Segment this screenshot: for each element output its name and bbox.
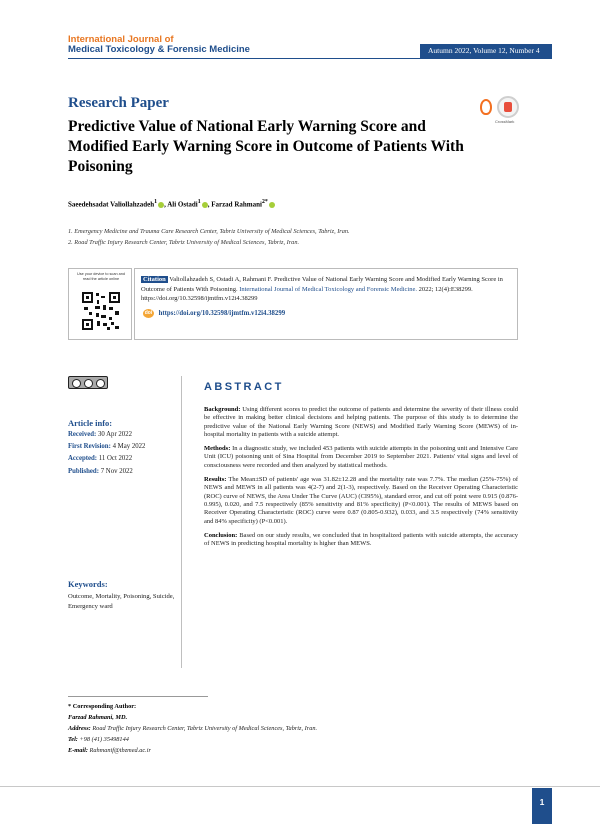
abstract-conclusion [204,532,518,549]
abstract-body [204,406,518,554]
orcid-icon[interactable] [269,202,275,208]
crossmark-label: CrossMark [495,119,515,124]
accepted-row [68,455,132,462]
corresponding-name [68,714,127,721]
creative-commons-license-icon[interactable] [68,376,108,389]
citation-label: Citation [143,276,166,283]
orcid-icon[interactable] [158,202,164,208]
author-list: Saeedehsadat Valiollahzadeh$^1$ , Ali Ostadi$^1$ , Farzad Rahmani$^{2*}$ [68,199,275,208]
email-label: E-mail: [68,747,88,754]
doi-icon: doi [144,309,153,316]
corresponding-heading-text: * Corresponding Author: [68,703,137,710]
doi-link[interactable]: https://doi.org/10.32598/ijmtfm.v12i4.38299 [158,309,286,317]
keywords-heading: Keywords: [68,579,108,589]
methods-label: Methods: [204,445,231,453]
page-number: 1 [532,788,552,824]
abstract-heading: ABSTRACT [204,381,284,393]
header-divider [68,58,552,59]
footnote-divider [68,696,208,697]
citation-details: 2022; 12(4):E38299. https://doi.org/10.32598/ijmtfm.v12i4.38299 [141,285,473,302]
journal-name-line1: International Journal of [68,34,174,45]
open-access-icon [480,99,492,115]
address-text: Road Traffic Injury Research Center, Tabriz University of Medical Sciences, Tabriz, Iran. [92,725,318,732]
journal-name-line2: Medical Toxicology & Forensic Medicine [68,44,250,55]
received-date: 30 Apr 2022 [98,431,132,438]
author-name[interactable]: Ali Ostadi [167,200,198,209]
published-label: Published: [68,468,99,475]
column-divider [181,376,182,668]
abstract-background [204,406,518,439]
orcid-icon[interactable] [202,202,208,208]
conclusion-text: Based on our study results, we concluded that in hospitalized patients with suicide attempts, the accuracy of NEWS in predicting hospital mortality is higher than MEWS. [204,531,518,548]
published-row [68,468,133,475]
qr-code-icon[interactable] [81,291,121,331]
citation-text: Valiollahzadeh S, Ostadi A, Rahmani F. Predictive Value of National Early Warning Score and Modified Early Warning Score in Outcome of Patients With Poisoning. [141,276,503,293]
citation-box [134,268,518,340]
methods-text: In a diagnostic study, we included 453 patients with suicide attempts in the poisoning unit and Intensive Care Unit (ICU) poisoning unit of Sina Hospital from December 2019 to September 2021. Patients' vital signs and level of consciousness were recorded and then analyzed by statistical methods. [204,445,518,469]
tel-text: +98 (41) 35498144 [79,736,129,743]
tel-label: Tel: [68,736,78,743]
results-label: Results: [204,476,227,484]
affiliation-1: 1. Emergency Medicine and Trauma Care Research Center, Tabriz University of Medical Sciences, Tabriz, Iran. [68,228,350,235]
issue-label: Autumn 2022, Volume 12, Number 4 [420,44,552,58]
author-sup: 2* [261,199,268,205]
author-sup: 1 [197,199,201,205]
background-text: Using different scores to predict the outcome of patients and determine the severity of their illness could be effective in making better clinical decisions and helping patients. The purpose of this study is to determine the predictive value of the National Early Warning Score (NEWS) and Modified Early Warning Score (MEWS) of in-hospital mortality in patients with a suicide attempt. [204,406,519,438]
crossmark-icon[interactable] [497,96,519,118]
corresponding-address [68,725,317,732]
qr-panel [68,268,132,340]
corresponding-email [68,747,151,754]
revision-date: 4 May 2022 [112,443,146,450]
corresponding-name-text: Farzad Rahmani, MD. [68,714,128,721]
published-date: 7 Nov 2022 [100,468,133,475]
results-text: The Mean±SD of patients' age was 31.82±12.28 and the mortality rate was 7.7%. The median (25%-75%) of NEWS and MEWS in all patients was 4(2-7) and 2(1-3), respectively. Based on the Receiver Operating Characteristic (ROC) curve of NEWS, the Area Under The Curve (AUC) (CI95%), standard error, and cut off point were 0.915 (0.876-0.995), 0.020, and 7.5 respectively (85% sensitivity and 81% specificity) (P<0.001). The results of MEWS based on Receiver Operating Characteristic (ROC) curve were 0.87 (0.805-0.932), 0.033, and 3.5 respectively (74% sensitivity and 84% specificity) (P<0.001). [204,476,518,525]
revision-row [68,443,145,450]
qr-caption: Use your device to scan and read the article online [77,272,125,281]
article-title: Predictive Value of National Early Warning Score and Modified Early Warning Score in Outcome of Patients With Poisoning [68,118,464,175]
corresponding-tel [68,736,129,743]
author-sup: 1 [154,199,158,205]
accepted-date: 11 Oct 2022 [98,455,133,462]
abstract-methods [204,445,518,470]
received-label: Received: [68,431,97,438]
affiliation-2: 2. Road Traffic Injury Research Center, Tabriz University of Medical Sciences, Tabriz, Iran. [68,239,300,246]
keywords-text: Outcome, Mortality, Poisoning, Suicide, Emergency ward [68,593,175,610]
revision-label: First Revision: [68,443,111,450]
corresponding-heading [68,703,136,710]
author-name[interactable]: Farzad Rahmani [211,200,262,209]
accepted-label: Accepted: [68,455,98,462]
background-label: Background: [204,406,241,413]
doi-row [141,309,511,319]
article-info-heading: Article info: [68,418,113,428]
citation-journal-link[interactable]: International Journal of Medical Toxicology and Forensic Medicine. [239,285,417,293]
author-name[interactable]: Saeedehsadat Valiollahzadeh [68,200,155,209]
conclusion-label: Conclusion: [204,531,238,539]
paper-type: Research Paper [68,95,169,111]
address-label: Address: [68,725,91,732]
abstract-results [204,476,518,526]
page-bottom-divider [0,786,600,787]
email-link[interactable]: Rahmanif@tbzmed.ac.ir [89,747,151,754]
received-row [68,431,132,438]
